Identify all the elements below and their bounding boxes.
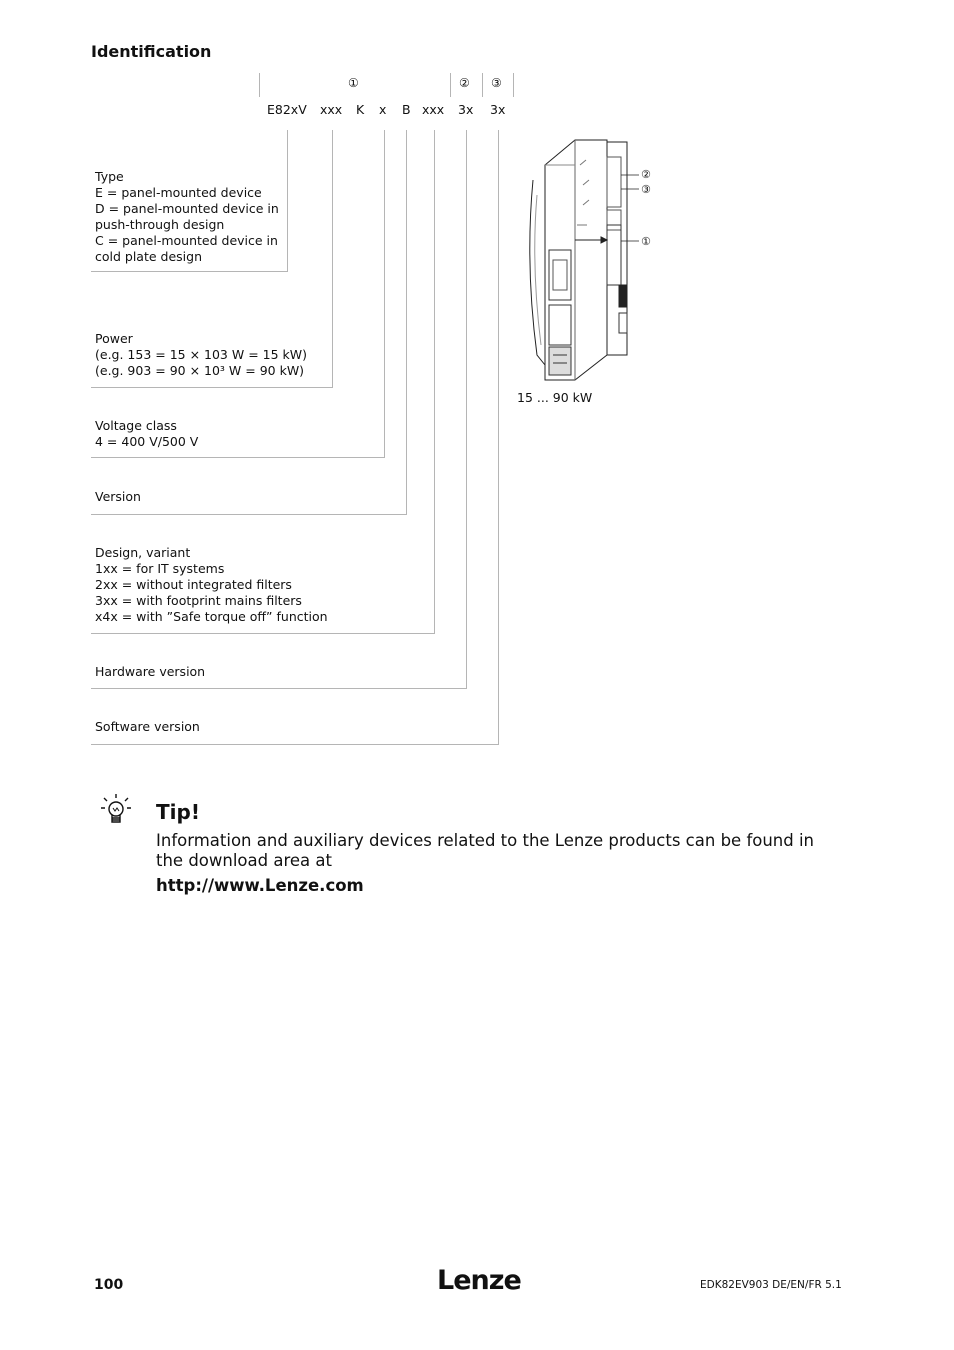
desc-type xyxy=(95,169,279,265)
device-drawing xyxy=(515,135,655,385)
callout-3: ③ xyxy=(641,183,651,196)
desc-line: Version xyxy=(95,489,141,504)
bracket-line-power xyxy=(91,387,333,388)
lightbulb-icon xyxy=(97,793,135,831)
bracket-line-hardware xyxy=(466,130,467,688)
tip-link[interactable]: http://www.Lenze.com xyxy=(156,876,364,895)
desc-line: (e.g. 153 = 15 × 103 W = 15 kW) xyxy=(95,347,307,362)
desc-line: Design, variant xyxy=(95,545,191,560)
code-part: xxx xyxy=(422,102,445,117)
bracket-line-power xyxy=(332,130,333,387)
marker-3: ③ xyxy=(491,76,502,90)
code-part: x xyxy=(379,102,387,117)
marker-2: ② xyxy=(459,76,470,90)
desc-line: cold plate design xyxy=(95,249,203,264)
callout-2: ② xyxy=(641,168,651,181)
bracket-line-software xyxy=(91,744,499,745)
bracket-line-design xyxy=(434,130,435,633)
desc-line: D = panel-mounted device in xyxy=(95,201,279,216)
desc-line: Software version xyxy=(95,719,200,734)
desc-line: 1xx = for IT systems xyxy=(95,561,225,576)
bracket-line-software xyxy=(498,130,499,744)
code-part: B xyxy=(402,102,411,117)
code-separator xyxy=(513,73,514,97)
desc-hardware xyxy=(95,664,205,680)
bracket-line-hardware xyxy=(91,688,467,689)
page-title: Identification xyxy=(91,42,212,61)
bracket-line-version xyxy=(406,130,407,514)
bracket-line-voltage xyxy=(384,130,385,457)
tip-title: Tip! xyxy=(156,800,200,824)
bracket-line-voltage xyxy=(91,457,385,458)
desc-line: 3xx = with footprint mains filters xyxy=(95,593,302,608)
lenze-logo: Lenze xyxy=(437,1265,521,1296)
bracket-line-design xyxy=(91,633,435,634)
desc-line: 4 = 400 V/500 V xyxy=(95,434,199,449)
desc-software xyxy=(95,719,200,735)
desc-design xyxy=(95,545,328,625)
desc-line: 2xx = without integrated filters xyxy=(95,577,292,592)
desc-line: E = panel-mounted device xyxy=(95,185,262,200)
desc-line: Voltage class xyxy=(95,418,177,433)
bracket-line-type xyxy=(287,130,288,271)
desc-line: x4x = with ”Safe torque off” function xyxy=(95,609,328,624)
tip-text: Information and auxiliary devices related to the Lenze products can be found in the download area at xyxy=(156,831,815,870)
callout-1: ① xyxy=(641,235,651,248)
desc-line: Power xyxy=(95,331,133,346)
code-part: K xyxy=(356,102,365,117)
desc-line: push-through design xyxy=(95,217,225,232)
bracket-line-version xyxy=(91,514,407,515)
desc-line: C = panel-mounted device in xyxy=(95,233,278,248)
desc-power xyxy=(95,331,307,379)
desc-line: Hardware version xyxy=(95,664,206,679)
desc-line: Type xyxy=(95,169,124,184)
code-part: xxx xyxy=(320,102,343,117)
document-id: EDK82EV903 DE/EN/FR 5.1 xyxy=(700,1279,842,1291)
desc-version xyxy=(95,489,141,505)
code-part: 3x xyxy=(458,102,474,117)
desc-voltage xyxy=(95,418,198,450)
code-part: E82xV xyxy=(267,102,307,117)
marker-1: ① xyxy=(348,76,359,90)
code-part: 3x xyxy=(490,102,506,117)
figure-caption: 15 ... 90 kW xyxy=(517,390,593,405)
code-separator xyxy=(482,73,483,97)
code-separator xyxy=(259,73,260,97)
desc-line: (e.g. 903 = 90 × 10³ W = 90 kW) xyxy=(95,363,305,378)
bracket-line-type xyxy=(91,271,288,272)
page-number: 100 xyxy=(94,1277,124,1293)
code-separator xyxy=(450,73,451,97)
